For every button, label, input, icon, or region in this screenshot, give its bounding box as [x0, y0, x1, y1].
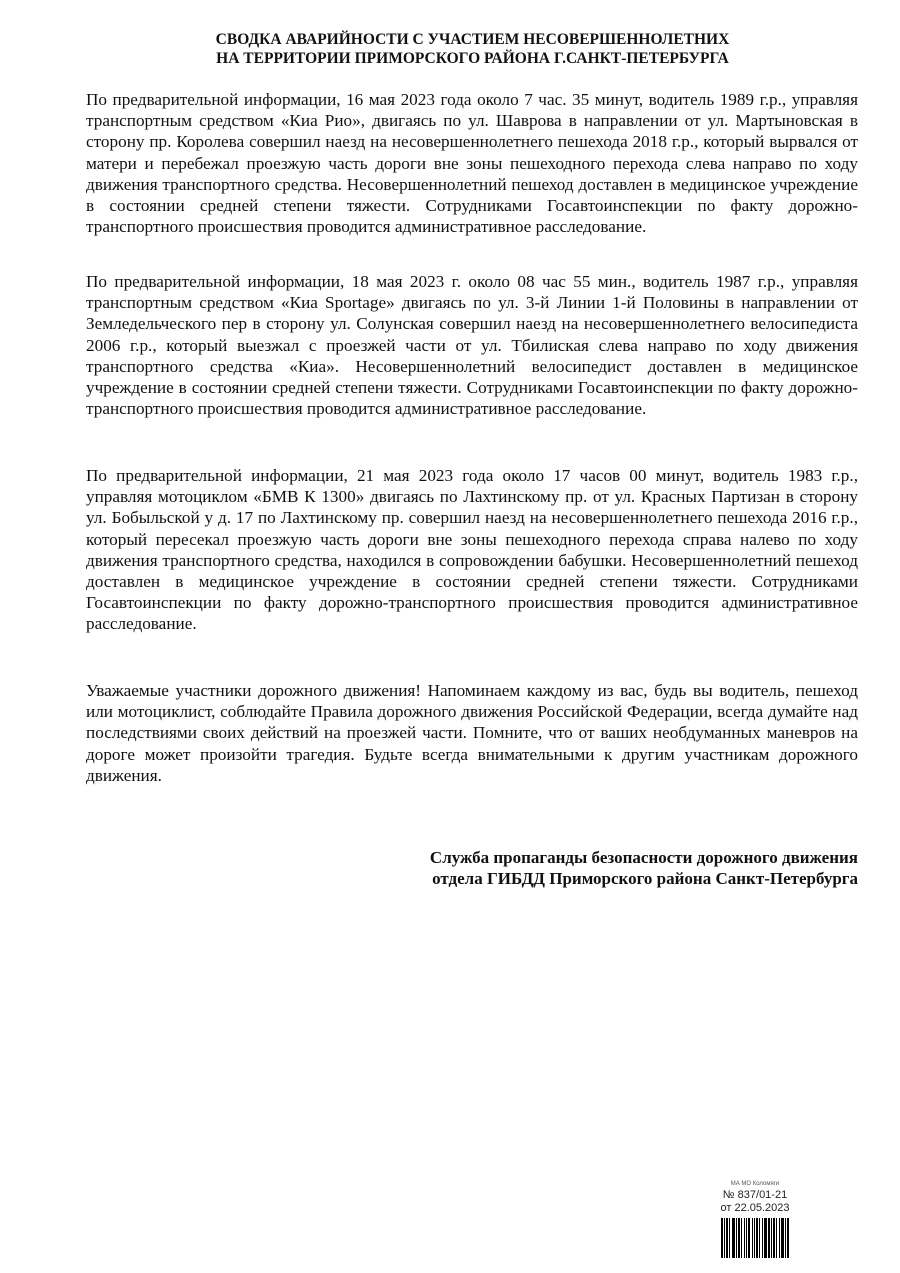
signature-block [430, 847, 858, 889]
signature-line-2: отдела ГИБДД Приморского района Санкт-Петербурга [432, 869, 858, 888]
stamp-organization: МА МО Коломяги [730, 1181, 780, 1187]
barcode-icon [706, 1218, 804, 1258]
title-line-2: НА ТЕРРИТОРИИ ПРИМОРСКОГО РАЙОНА Г.САНКТ-ПЕТЕРБУРГА [216, 50, 729, 67]
document-title [0, 30, 900, 68]
barcode-bar [787, 1218, 789, 1258]
stamp-date: от 22.05.2023 [720, 1202, 790, 1214]
incident-paragraph-1: По предварительной информации, 16 мая 2023 года около 7 час. 35 минут, водитель 1989 г.р., управляя транспортным средством «Киа Рио», двигаясь по ул. Шаврова в направлении от ул. Мартыновская в сторону пр. Королева совершил наезд на несовершеннолетнего пешехода 2018 г.р., который вырвался от матери и перебежал проезжую часть дороги вне зоны пешеходного перехода слева направо по ходу движения транспортного средства. Несовершеннолетний пешеход доставлен в медицинское учреждение в состоянии средней степени тяжести. Сотрудниками Госавтоинспекции по факту дорожно-транспортного происшествия проводится административное расследование. [86, 90, 858, 237]
safety-appeal-paragraph: Уважаемые участники дорожного движения! Напоминаем каждому из вас, будь вы водитель, пешеход или мотоциклист, соблюдайте Правила дорожного движения Российской Федерации, всегда думайте над последствиями своих действий на проезжей части. Помните, что от ваших необдуманных маневров на дороге может произойти трагедия. Будьте всегда внимательными к другим участникам дорожного движения. [86, 681, 858, 785]
title-line-1: СВОДКА АВАРИЙНОСТИ С УЧАСТИЕМ НЕСОВЕРШЕННОЛЕТНИХ [215, 31, 730, 48]
stamp-number: № 837/01-21 [722, 1189, 788, 1201]
registration-stamp [700, 1180, 810, 1258]
signature-line-1: Служба пропаганды безопасности дорожного движения [429, 848, 858, 867]
incident-paragraph-2: По предварительной информации, 18 мая 2023 г. около 08 час 55 мин., водитель 1987 г.р., управляя транспортным средством «Киа Sportage» двигаясь по ул. 3-й Линии 1-й Половины в направлении от Земледельческого пер в сторону ул. Солунская совершил наезд на несовершеннолетнего велосипедиста 2006 г.р., который выезжал с проезжей части от ул. Тбилиская слева направо по ходу движения транспортного средства «Киа». Несовершеннолетний велосипедист доставлен в медицинское учреждение в состоянии средней степени тяжести. Сотрудниками Госавтоинспекции по факту дорожно-транспортного происшествия проводится административное расследование. [86, 272, 858, 419]
incident-paragraph-3: По предварительной информации, 21 мая 2023 года около 17 часов 00 минут, водитель 1983 г.р., управляя мотоциклом «БМВ К 1300» двигаясь по Лахтинскому пр. от ул. Красных Партизан в сторону ул. Бобыльской у д. 17 по Лахтинскому пр. совершил наезд на несовершеннолетнего пешехода 2016 г.р., который пересекал проезжую часть дороги вне зоны пешеходного перехода справа налево по ходу движения транспортного средства, находился в сопровождении бабушки. Несовершеннолетний пешеход доставлен в медицинское учреждение в состоянии средней степени тяжести. Сотрудниками Госавтоинспекции по факту дорожно-транспортного происшествия проводится административное расследование. [86, 466, 858, 634]
